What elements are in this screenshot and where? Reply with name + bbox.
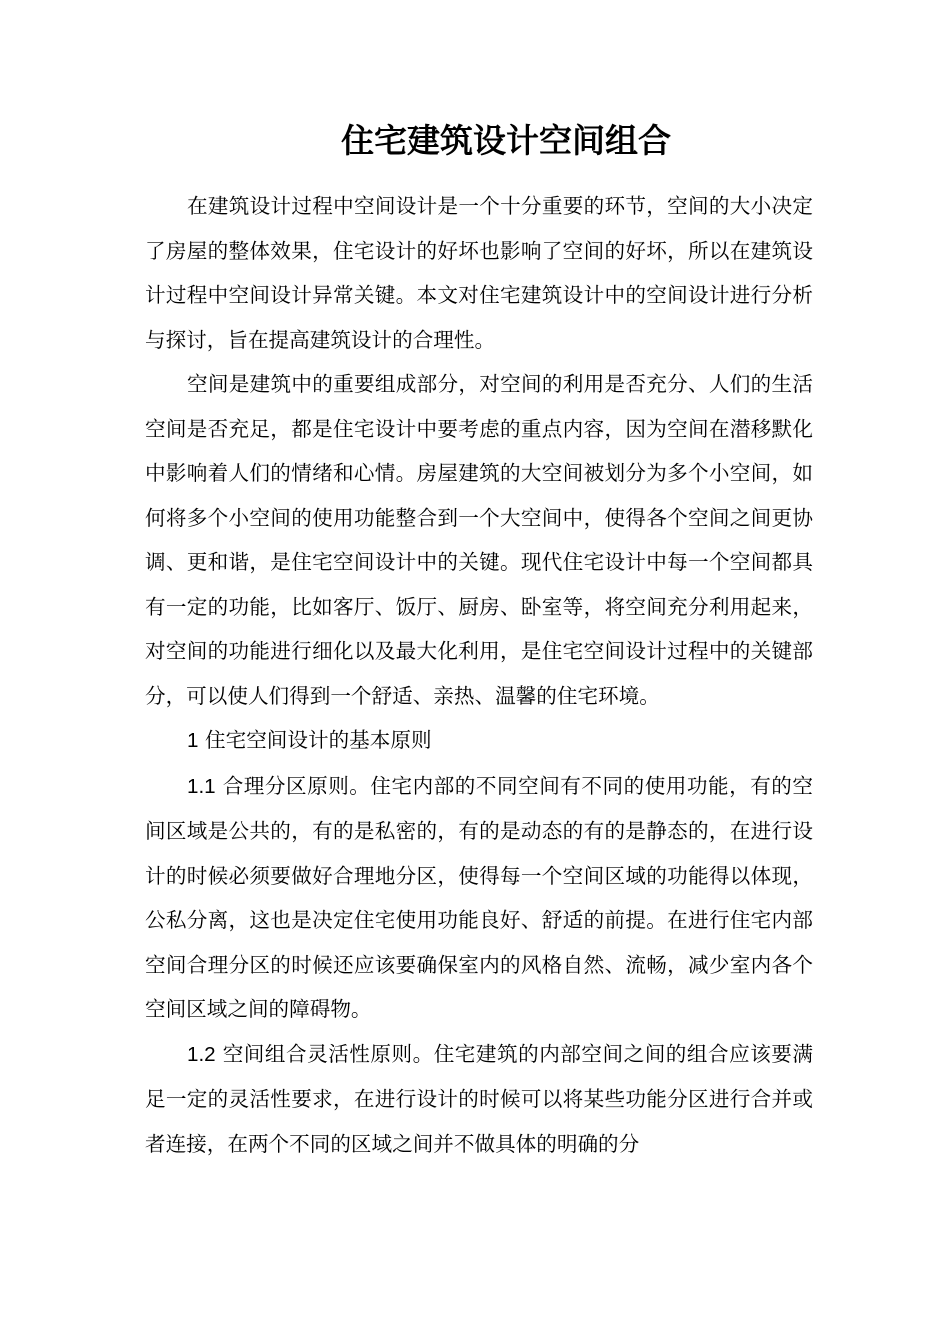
body-paragraph — [145, 362, 813, 718]
subsection-paragraph — [145, 764, 813, 1032]
document-title: 住宅建筑设计空间组合 — [341, 121, 671, 160]
subsection-paragraph — [145, 1032, 813, 1167]
section-heading — [145, 718, 813, 764]
paragraph-text: 空间组合灵活性原则。住宅建筑的内部空间之间的组合应该要满足一定的灵活性要求，在进行设计的时候可以将某些功能分区进行合并或者连接，在两个不同的区域之间并不做具体的明确的分 — [145, 1041, 814, 1156]
section-heading-text: 住宅空间设计的基本原则 — [205, 728, 432, 752]
paragraph-text: 合理分区原则。住宅内部的不同空间有不同的使用功能，有的空间区域是公共的，有的是私密的，有的是动态的有的是静态的，在进行设计的时候必须要做好合理地分区，使得每一个空间区域的功能得以体现，公私分离，这也是决定住宅使用功能良好、舒适的前提。在进行住宅内部空间合理分区的时候还应该要确保室内的风格自然、流畅，减少室内各个空间区域之间的障碍物。 — [145, 773, 814, 1021]
paragraph-text: 空间是建筑中的重要组成部分，对空间的利用是否充分、人们的生活空间是否充足，都是住宅设计中要考虑的重点内容，因为空间在潜移默化中影响着人们的情绪和心情。房屋建筑的大空间被划分为多个小空间，如何将多个小空间的使用功能整合到一个大空间中，使得各个空间之间更协调、更和谐，是住宅空间设计中的关键。现代住宅设计中每一个空间都具有一定的功能，比如客厅、饭厅、厨房、卧室等，将空间充分利用起来，对空间的功能进行细化以及最大化利用，是住宅空间设计过程中的关键部分，可以使人们得到一个舒适、亲热、温馨的住宅环境。 — [145, 372, 813, 708]
section-number: 1 — [187, 729, 199, 752]
document-body — [145, 184, 813, 1166]
intro-paragraph — [145, 184, 813, 362]
subsection-number: 1.1 — [187, 774, 216, 798]
subsection-number: 1.2 — [187, 1042, 216, 1066]
paragraph-text: 在建筑设计过程中空间设计是一个十分重要的环节，空间的大小决定了房屋的整体效果，住宅设计的好坏也影响了空间的好坏，所以在建筑设计过程中空间设计异常关键。本文对住宅建筑设计中的空间设计进行分析与探讨，旨在提高建筑设计的合理性。 — [145, 194, 813, 352]
